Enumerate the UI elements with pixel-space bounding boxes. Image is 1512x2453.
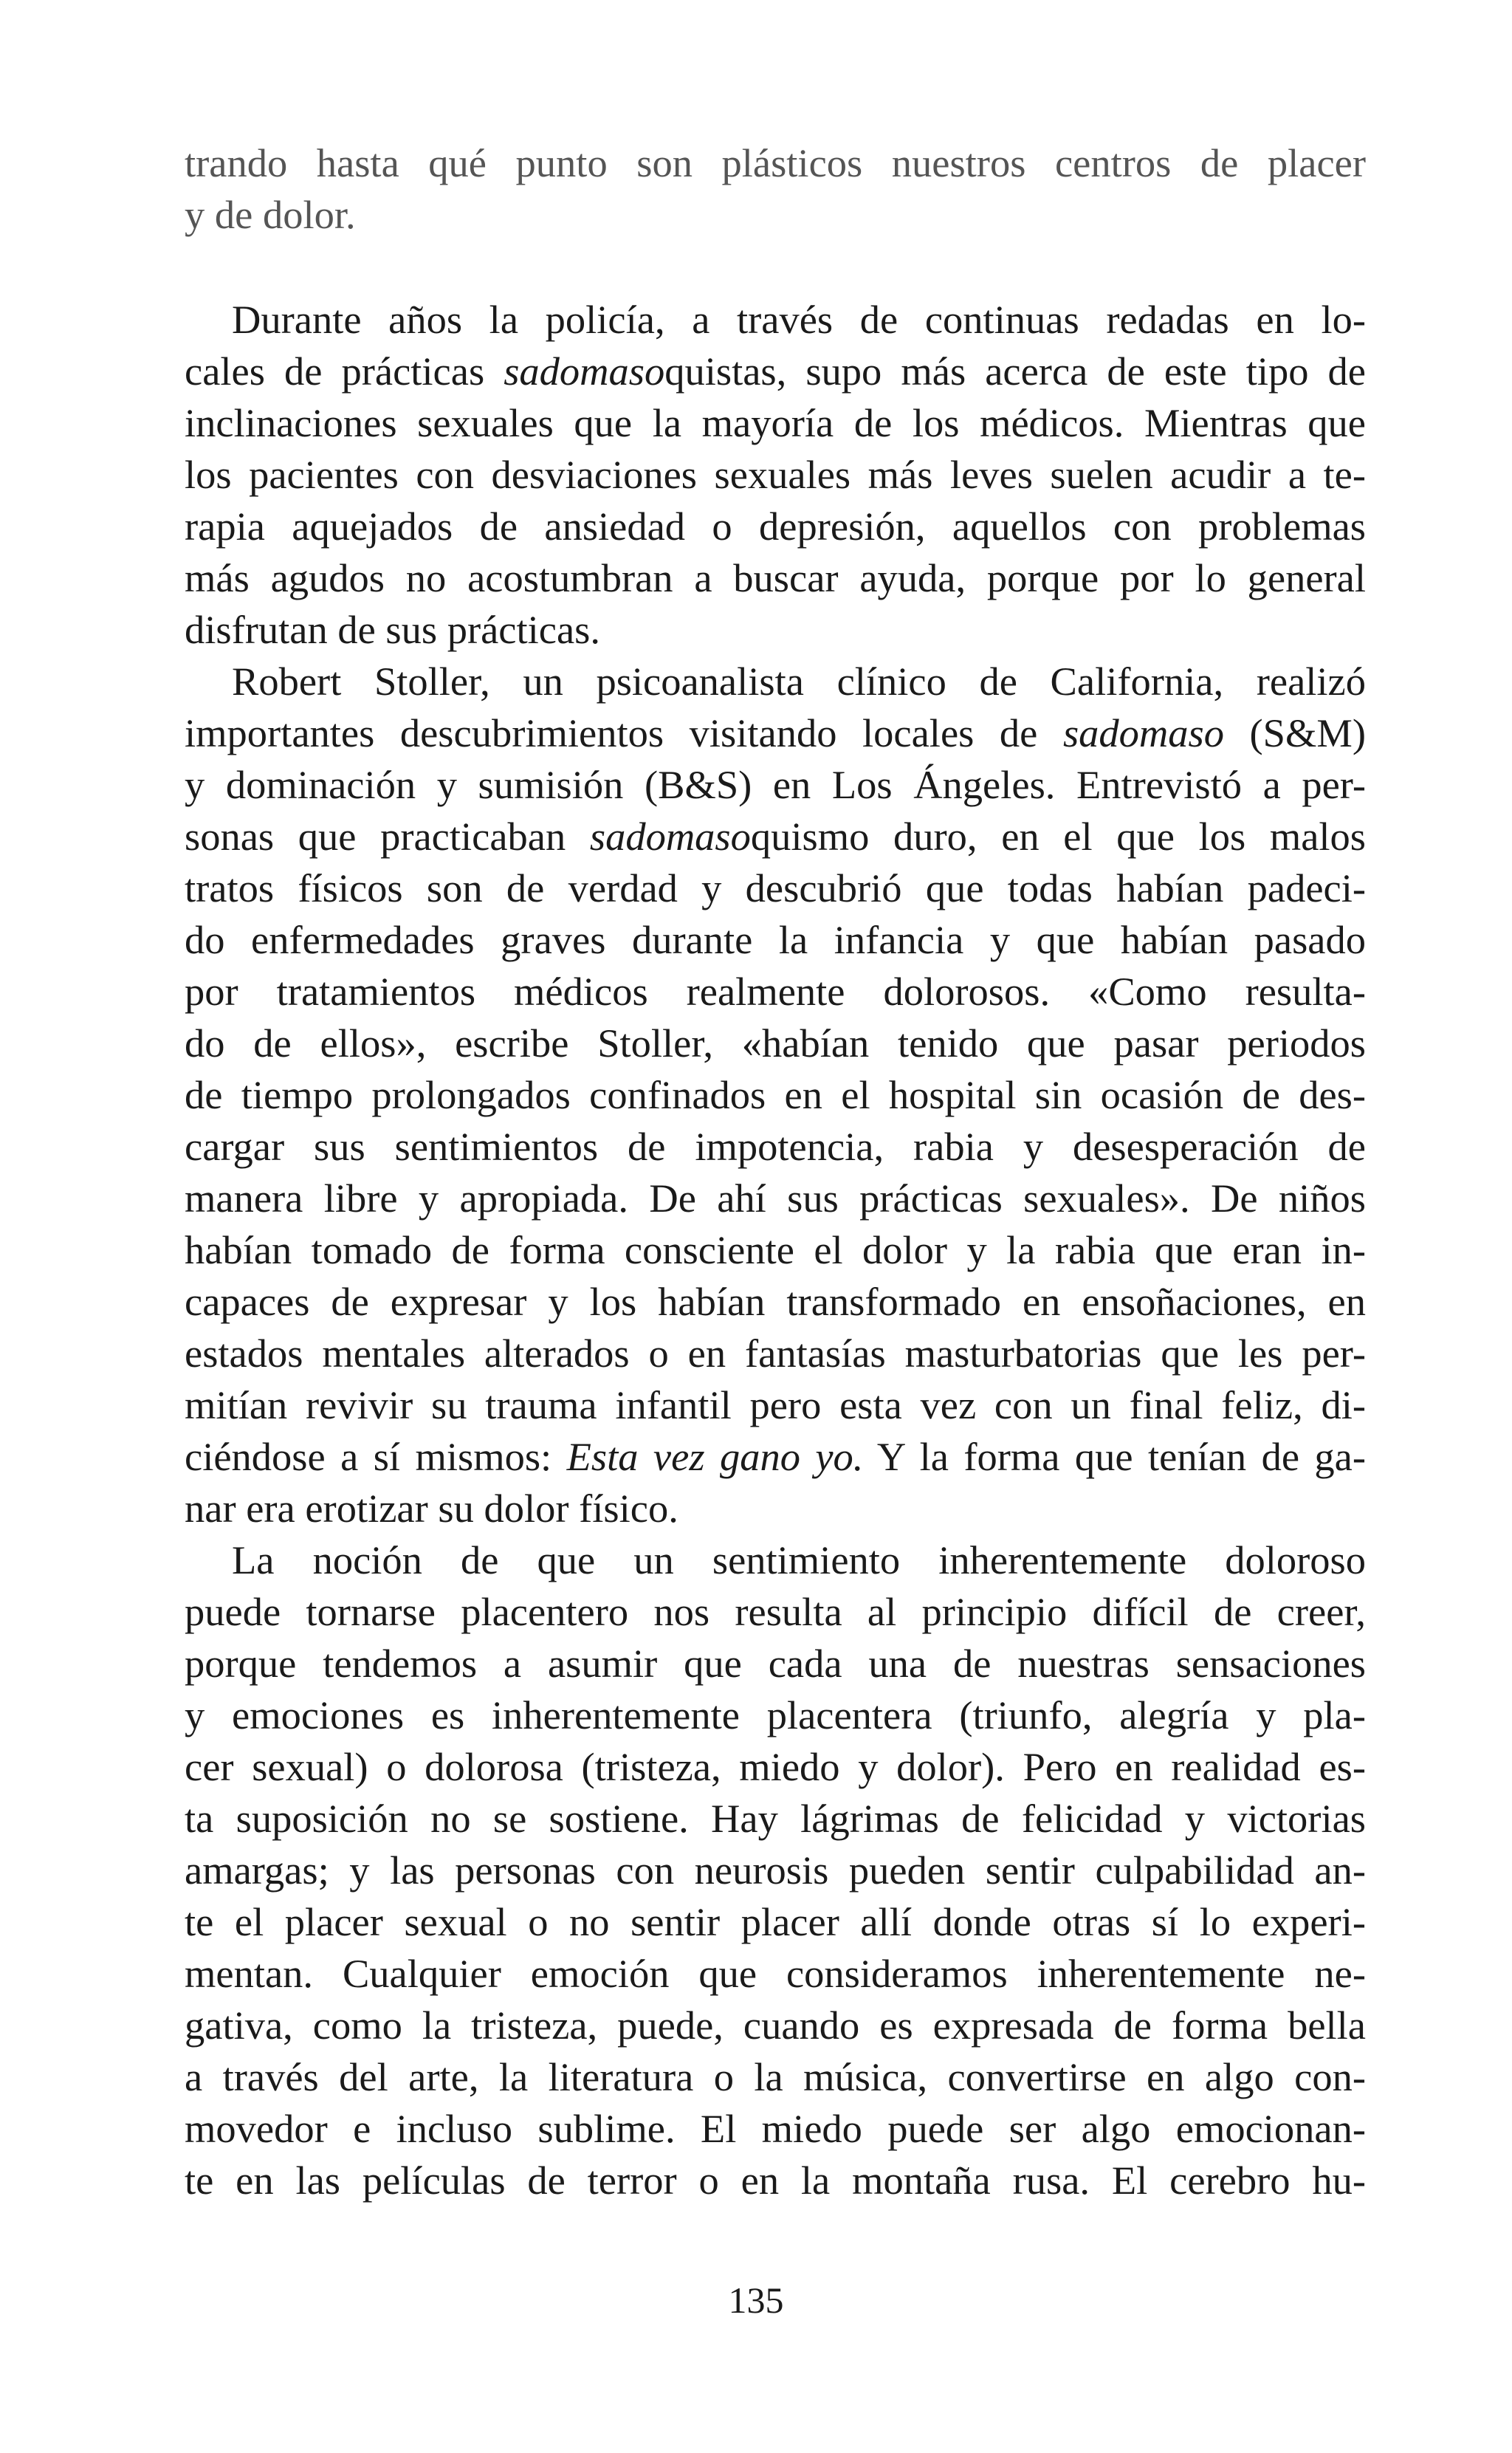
body-line: cer sexual) o dolorosa (tristeza, miedo y dolor). Pero en realidad es- — [185, 1744, 1366, 1789]
body-line: gativa, como la tristeza, puede, cuando es expresada de forma bella — [185, 2003, 1366, 2048]
body-line: sonas que practicaban sadomasoquismo duro, en el que los malos — [185, 814, 1366, 859]
body-line: rapia aquejados de ansiedad o depresión, aquellos con problemas — [185, 504, 1366, 549]
body-line: amargas; y las personas con neurosis pueden sentir culpabilidad an- — [185, 1848, 1366, 1893]
page-number: 135 — [728, 2279, 784, 2321]
continuation-line: trando hasta qué punto son plásticos nuestros centros de placer — [185, 140, 1366, 185]
body-line: tratos físicos son de verdad y descubrió que todas habían padeci- — [185, 865, 1366, 910]
body-line: más agudos no acostumbran a buscar ayuda, porque por lo general — [185, 555, 1366, 600]
body-line: cargar sus sentimientos de impotencia, rabia y desesperación de — [185, 1124, 1366, 1169]
body-line: y dominación y sumisión (B&S) en Los Ángeles. Entrevistó a per- — [185, 762, 1366, 807]
italic-phrase: sadomaso — [504, 349, 665, 394]
body-line: y emociones es inherentemente placentera (triunfo, alegría y pla- — [185, 1692, 1366, 1737]
body-line: movedor e incluso sublime. El miedo puede ser algo emocionan- — [185, 2106, 1366, 2151]
body-line: manera libre y apropiada. De ahí sus prácticas sexuales». De niños — [185, 1176, 1366, 1221]
body-line: importantes descubrimientos visitando locales de sadomaso (S&M) — [185, 710, 1366, 755]
italic-phrase: sadomaso — [589, 814, 751, 859]
body-line: por tratamientos médicos realmente dolorosos. «Como resulta- — [185, 969, 1366, 1014]
body-line: de tiempo prolongados confinados en el hospital sin ocasión de des- — [185, 1072, 1366, 1117]
body-line: mentan. Cualquier emoción que consideramos inherentemente ne- — [185, 1951, 1366, 1996]
continuation-line: y de dolor. — [185, 192, 356, 237]
body-line: porque tendemos a asumir que cada una de nuestras sensaciones — [185, 1641, 1366, 1686]
body-line: mitían revivir su trauma infantil pero esta vez con un final feliz, di- — [185, 1382, 1366, 1427]
body-line: habían tomado de forma consciente el dolor y la rabia que eran in- — [185, 1227, 1366, 1272]
body-line: inclinaciones sexuales que la mayoría de los médicos. Mientras que — [185, 400, 1366, 445]
body-line: puede tornarse placentero nos resulta al principio difícil de creer, — [185, 1589, 1366, 1634]
body-line: nar era erotizar su dolor físico. — [185, 1486, 678, 1531]
body-line: ta suposición no se sostiene. Hay lágrimas de felicidad y victorias — [185, 1796, 1366, 1841]
body-line: capaces de expresar y los habían transformado en ensoñaciones, en — [185, 1279, 1366, 1324]
body-line: ciéndose a sí mismos: Esta vez gano yo. Y la forma que tenían de ga- — [185, 1434, 1367, 1479]
body-line: do de ellos», escribe Stoller, «habían tenido que pasar periodos — [185, 1020, 1366, 1066]
body-line: te el placer sexual o no sentir placer allí donde otras sí lo experi- — [185, 1899, 1366, 1944]
body-line: los pacientes con desviaciones sexuales más leves suelen acudir a te- — [185, 452, 1366, 497]
body-line: Robert Stoller, un psicoanalista clínico de California, realizó — [232, 659, 1366, 704]
body-line: do enfermedades graves durante la infancia y que habían pasado — [185, 917, 1366, 962]
body-line: te en las películas de terror o en la montaña rusa. El cerebro hu- — [185, 2158, 1366, 2203]
body-line: La noción de que un sentimiento inherentemente doloroso — [232, 1537, 1366, 1582]
body-line: a través del arte, la literatura o la música, convertirse en algo con- — [185, 2054, 1366, 2099]
paragraph-continuation — [185, 137, 1366, 241]
italic-phrase: sadomaso — [1062, 710, 1224, 755]
body-line: cales de prácticas sadomasoquistas, supo más acerca de este tipo de — [185, 349, 1366, 394]
body-text — [185, 294, 1366, 2206]
italic-phrase: Esta vez gano yo. — [566, 1434, 864, 1479]
body-line: estados mentales alterados o en fantasías masturbatorias que les per- — [185, 1331, 1366, 1376]
body-line: disfrutan de sus prácticas. — [185, 607, 600, 652]
body-line: Durante años la policía, a través de continuas redadas en lo- — [232, 297, 1366, 342]
